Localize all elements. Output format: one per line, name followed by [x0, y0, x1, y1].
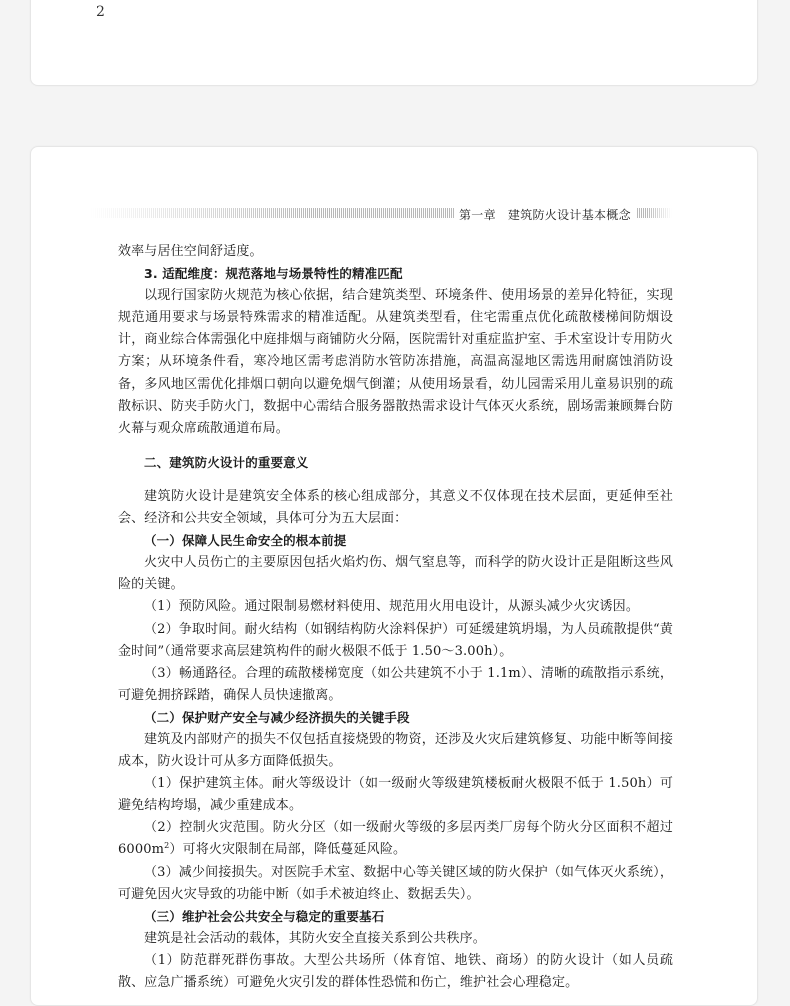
paragraph [118, 817, 673, 861]
paragraph: （3）畅通路径。合理的疏散楼梯宽度（如公共建筑不小于 1.1m）、清晰的疏散指示系统，可避免拥挤踩踏，确保人员快速撤离。 [118, 665, 673, 703]
subheading: 3. 适配维度：规范落地与场景特性的精准匹配 [144, 266, 403, 282]
subheading: （一）保障人民生命安全的根本前提 [144, 533, 347, 549]
running-header [90, 205, 672, 223]
paragraph: （1）保护建筑主体。耐火等级设计（如一级耐火等级建筑楼板耐火极限不低于 1.50h）可避免结构垮塌，减少重建成本。 [118, 776, 673, 814]
superscript: 2 [164, 841, 170, 851]
paragraph-text: （2）控制火灾范围。防火分区（如一级耐火等级的多层丙类厂房每个防火分区面积不超过 6000m [118, 820, 673, 858]
page-number: 2 [96, 4, 105, 20]
paragraph: （1）防范群死群伤事故。大型公共场所（体育馆、地铁、商场）的防火设计（如人员疏散、应急广播系统）可避免火灾引发的群体性恐慌和伤亡，维护社会心理稳定。 [118, 952, 673, 990]
paragraph: 以现行国家防火规范为核心依据，结合建筑类型、环境条件、使用场景的差异化特征，实现规范通用要求与场景特殊需求的精准适配。从建筑类型看，住宅需重点优化疏散楼梯间防烟设计，商业综合体需强化中庭排烟与商铺防火分隔，医院需针对重症监护室、手术室设计专用防火方案；从环境条件看，寒冷地区需考虑消防水管防冻措施，高温高湿地区需选用耐腐蚀消防设备，多风地区需优化排烟口朝向以避免烟气倒灌；从使用场景看，幼儿园需采用儿童易识别的疏散标识、防夹手防火门，数据中心需结合服务器散热需求设计气体灭火系统，剧场需兼顾舞台防火幕与观众席疏散通道布局。 [118, 288, 673, 436]
header-hatch-left [90, 208, 454, 218]
paragraph: （1）预防风险。通过限制易燃材料使用、规范用火用电设计，从源头减少火灾诱因。 [144, 599, 639, 615]
header-title: 建筑防火设计基本概念 [507, 208, 631, 222]
paragraph: （2）争取时间。耐火结构（如钢结构防火涂料保护）可延缓建筑坍塌，为人员疏散提供“黄金时间”（通常要求高层建筑构件的耐火极限不低于 1.50～3.00h）。 [118, 621, 673, 659]
paragraph: 建筑及内部财产的损失不仅包括直接烧毁的物资，还涉及火灾后建筑修复、功能中断等间接成本，防火设计可从多方面降低损失。 [118, 731, 673, 770]
paragraph-text: ）可将火灾限制在局部，降低蔓延风险。 [169, 842, 407, 858]
paragraph: 建筑是社会活动的载体，其防火安全直接关系到公共秩序。 [144, 930, 486, 946]
paragraph: 建筑防火设计是建筑安全体系的核心组成部分，其意义不仅体现在技术层面，更延伸至社会、经济和公共安全领域，具体可分为五大层面： [118, 488, 673, 527]
header-hatch-right [636, 208, 672, 218]
header-chapter: 第一章 [459, 208, 496, 222]
section-heading: 二、建筑防火设计的重要意义 [144, 454, 309, 470]
paragraph: 火灾中人员伤亡的主要原因包括火焰灼伤、烟气窒息等，而科学的防火设计正是阻断这些风险的关键。 [118, 555, 673, 593]
paragraph: （3）减少间接损失。对医院手术室、数据中心等关键区域的防火保护（如气体灭火系统），可避免因火灾导致的功能中断（如手术被迫终止、数据丢失）。 [118, 864, 673, 902]
paragraph: 效率与居住空间舒适度。 [118, 244, 263, 259]
header-text [459, 206, 633, 223]
page-body [118, 241, 673, 994]
subheading: （三）维护社会公共安全与稳定的重要基石 [144, 908, 385, 924]
subheading: （二）保护财产安全与减少经济损失的关键手段 [144, 709, 410, 725]
previous-page-card [30, 0, 758, 86]
